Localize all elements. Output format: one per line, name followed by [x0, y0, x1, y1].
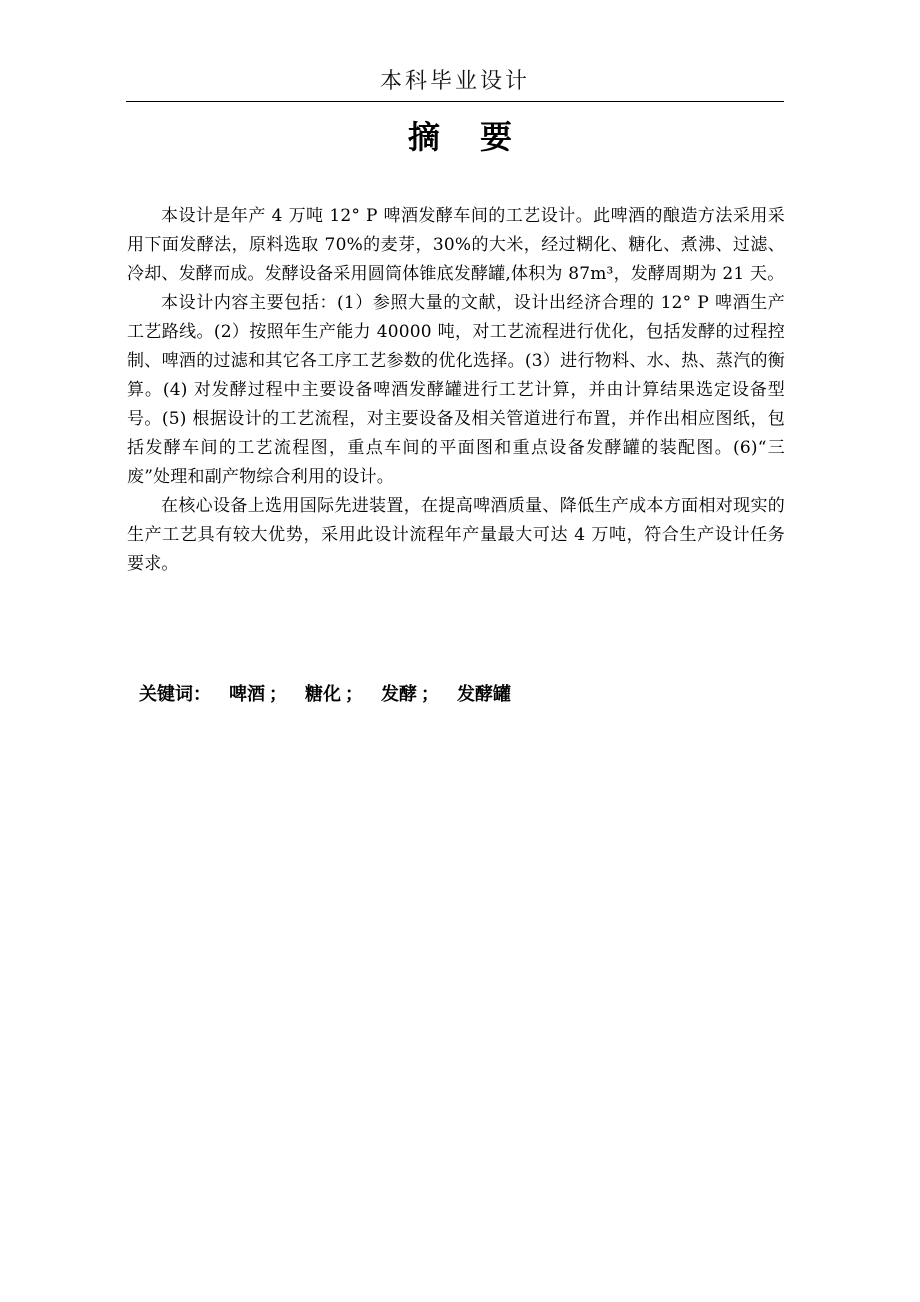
abstract-paragraph-2: 本设计内容主要包括：(1）参照大量的文献，设计出经济合理的 12° P 啤酒生产工艺路线。(2）按照年生产能力 40000 吨，对工艺流程进行优化，包括发酵的过程控制、啤酒的过滤和其它各工序工艺参数的优化选择。(3）进行物料、水、热、蒸汽的衡算。(4) 对发酵过程中主要设备啤酒发酵罐进行工艺计算，并由计算结果选定设备型号。(5) 根据设计的工艺流程，对主要设备及相关管道进行布置，并作出相应图纸，包括发酵车间的工艺流程图，重点车间的平面图和重点设备发酵罐的装配图。(6)“三废”处理和副产物综合利用的设计。: [127, 293, 785, 487]
abstract-paragraph-1: 本设计是年产 4 万吨 12° P 啤酒发酵车间的工艺设计。此啤酒的酿造方法采用采用下面发酵法，原料选取 70%的麦芽，30%的大米，经过糊化、糖化、煮沸、过滤、冷却、发酵而成。发酵设备采用圆筒体锥底发酵罐,体积为 87m³，发酵周期为 21 天。: [127, 206, 785, 284]
keyword-separator-3: ；: [421, 684, 439, 705]
keyword-2: 糖化: [305, 684, 341, 705]
page-header-text: 本科毕业设计: [379, 69, 530, 94]
abstract-paragraph-3: 在核心设备上选用国际先进装置，在提高啤酒质量、降低生产成本方面相对现实的生产工艺具有较大优势，采用此设计流程年产量最大可达 4 万吨，符合生产设计任务要求。: [127, 496, 785, 574]
keywords-line: [139, 680, 779, 710]
page-header: [126, 64, 784, 102]
abstract-body: [127, 202, 785, 579]
keyword-1: 啤酒: [229, 684, 265, 705]
keyword-separator-2: ；: [345, 684, 363, 705]
abstract-title: [0, 114, 920, 160]
abstract-title-char-1: 摘: [407, 118, 440, 156]
keywords-label: 关键词：: [139, 684, 211, 705]
abstract-title-char-2: 要: [480, 118, 513, 156]
keyword-3: 发酵: [381, 684, 417, 705]
keyword-4: 发酵罐: [457, 684, 511, 705]
keyword-separator-1: ；: [269, 684, 287, 705]
